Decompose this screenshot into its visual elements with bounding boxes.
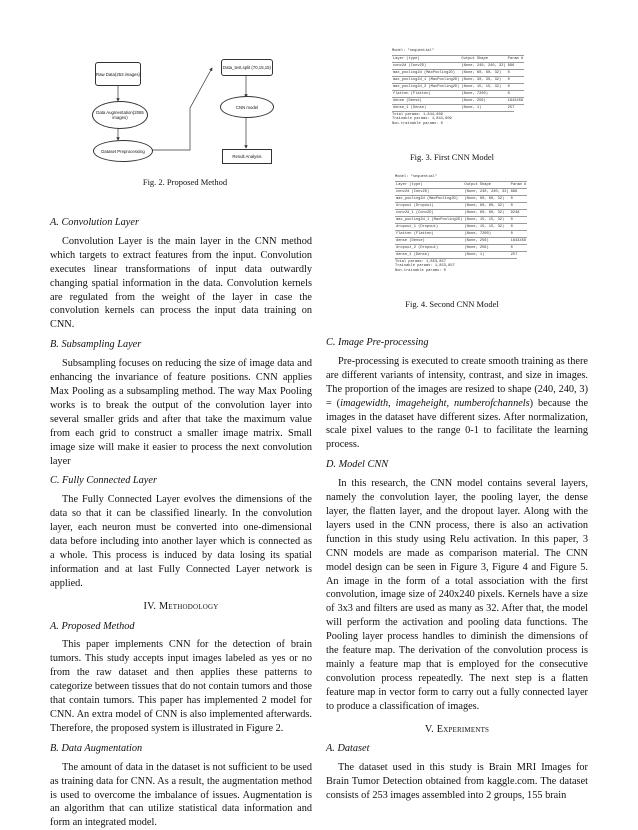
table-cell: (None, 240, 240, 32) [464,190,509,194]
node-split-label: Data_test,split (70,15,15) [222,65,271,70]
figure-4-table [395,181,527,258]
section-title: IV. Methodology [143,600,219,612]
table-cell: dense (Dense) [392,98,460,105]
paragraph: Convolution Layer is the main layer in the CNN method which targets to extract features from the input. Convolution executes linear transformations of input data outwardly changing spatial information in the data. Convolution kernels are regulated from the weight of the layer in case the convolution kernels can process the input data training on CNN. [50,235,312,331]
table-cell: conv2d_1 (Conv2D) [395,210,463,217]
node-data-augmentation [92,101,148,129]
table-cell: 896 [510,189,528,196]
non-trainable-params: Non-trainable params: 0 [395,268,446,273]
table-row [395,238,527,245]
node-data-split [221,59,273,76]
table-cell: (None, 256) [463,238,509,245]
table-cell: (None, 60, 60, 32) [463,196,509,203]
section-heading: A. Convolution Layer [50,217,139,228]
table-cell: (None, 7200) [463,231,509,238]
section-title: V. Experiments [424,723,490,735]
table-cell: 896 [507,63,525,70]
table-cell: 0 [510,203,528,210]
paragraph: The amount of data in the dataset is not sufficient to be used as training data for CNN. As a result, the augmentation method is used to overcome the imbalance of issues. Augmentation is an algorithm that can utilize statistical data information and form an integrated model. [50,761,312,829]
table-header-row [392,56,524,63]
table-cell: dense (Dense) [395,238,463,245]
paragraph [326,355,588,452]
table-cell: 1843456 [507,99,524,103]
table-cell: 1843456 [510,239,527,243]
node-dataset-preprocessing [93,140,153,162]
table-cell: dense_1 (Dense) [395,252,463,259]
table-cell: (None, 60, 60, 32) [463,210,509,217]
table-cell: (None, 256) [463,245,509,252]
non-trainable-params: Non-trainable params: 0 [392,121,443,126]
figure-4-footer [395,258,517,273]
paragraph: The Fully Connected Layer evolves the dimensions of the data so that it can be classified linearly. In the convolution layer, each neuron must be converted into one-dimensional data before including into another layer which is connected as a whole. This process is induced by data losing its spatial information and at last Fully Connected Layer network is applied. [50,494,312,589]
table-header-row [395,182,527,189]
table-cell: (None, 256) [460,98,506,105]
table-row [392,63,524,70]
math-expression: imagewidth, imageheight, numberofchannels [340,397,530,409]
node-result-analysis [222,149,272,164]
table-row [392,70,524,77]
node-cnn-model [220,96,274,118]
left-column [50,210,312,830]
table-cell: 0 [507,70,525,77]
figure-3-footer [392,111,514,126]
table-cell: 0 [507,91,525,98]
header-cell: Output Shape [460,56,506,63]
node-cnn-label: CNN model [235,104,259,110]
arrow-preprocess-to-split [150,68,212,150]
table-cell: 257 [507,105,525,112]
table-cell: max_pooling2d (MaxPooling2D) [392,70,460,77]
section-heading: C. Image Pre-processing [326,337,429,348]
table-cell: 0 [510,231,528,238]
table-cell: 0 [510,217,528,224]
section-heading: B. Subsampling Layer [50,339,142,351]
node-raw-data-label: Raw Data(253 images) [96,71,140,77]
figure-3-table [392,55,524,111]
figure-3-caption: Fig. 3. First CNN Model [409,152,495,162]
figure-2-caption: Fig. 2. Proposed Method [142,177,228,187]
table-row [392,77,524,84]
table-row [395,210,527,217]
header-cell: Layer (type) [395,182,463,189]
table-cell: (None, 15, 15, 32) [463,217,509,224]
table-cell: flatten (Flatten) [392,91,460,98]
table-cell: (None, 60, 60, 32) [460,70,506,77]
figure-3-title: Model: "sequential" [392,49,435,53]
paragraph: In this research, the CNN model contains several layers, namely the convolution layer, the pooling layer, the dense layer, the flatten layer, and the dropout layer. Along with the layers used in the CNN process, there is also an activation function in this study using Relu activation. In this paper, 3 CNN models are made as comparison material. The CNN model design can be seen in Figure 3, Figure 4 and Figure 5. An image in the form of a total association with the first convolution, image size of 240x240 pixels. Kernels have a size of 3x3 and filters are used as many as 32. After that, the model will perform the activation and pooling data functions. The Pooling layer process handles to diminish the dimensions of the feature map. The derivation of the convolution process is mainly a feature map that is employed for the consecutive convolution process repeatedly. The next step is a flatten feature map in vector form to carry out a fully connected layer to produce a classification of images. [326,478,588,712]
table-row [395,231,527,238]
table-cell: (None, 1) [460,105,506,112]
table-cell: conv2d (Conv2D) [392,63,460,70]
figure-4-title: Model: "sequential" [395,175,438,179]
header-cell: Layer (type) [392,56,460,63]
table-cell: dropout_1 (Dropout) [395,224,463,231]
table-row [395,245,527,252]
node-augmentation-label: Data Augmentation(2065 images) [96,110,144,120]
header-cell: Param # [510,183,527,187]
right-column [326,330,588,803]
table-cell: 0 [507,84,525,91]
total-params: Total params: 1,844,609 [392,113,443,117]
table-cell: max_pooling2d_1 (MaxPooling2D) [396,218,463,222]
section-heading: C. Fully Connected Layer [50,475,157,487]
node-result-label: Result Analysis [232,154,262,159]
table-row [392,91,524,98]
table-cell: 0 [510,196,528,203]
table-cell: (None, 240, 240, 32) [461,64,506,68]
table-row [392,84,524,91]
figure-4-caption: Fig. 4. Second CNN Model [405,299,499,309]
table-cell: max_pooling2d_2 (MaxPooling2D) [393,85,460,89]
table-row [395,217,527,224]
table-cell: (None, 15, 15, 32) [460,84,506,91]
table-row [395,224,527,231]
table-cell: (None, 1) [463,252,509,259]
table-cell: (None, 30, 30, 32) [460,77,506,84]
table-cell: dense_1 (Dense) [392,105,460,112]
table-cell: 9248 [510,210,528,217]
table-cell: (None, 15, 15, 32) [463,224,509,231]
total-params: Total params: 1,853,857 [395,260,446,264]
table-row [392,98,524,105]
header-cell: Param # [507,57,524,61]
table-row [395,203,527,210]
paragraph: Subsampling focuses on reducing the size of image data and enhancing the invariance of feature positions. CNN applies Max Pooling as a subsampling method. The way Max Pooling works is to break the output of the convolution layer into several smaller grids and after that take the maximum value from each grid to construct a smaller image matrix. Small image size will make it easier to process the next convolution layer [50,358,312,467]
table-cell: conv2d (Conv2D) [395,189,463,196]
table-cell: dropout (Dropout) [395,203,463,210]
table-cell: 0 [507,77,525,84]
table-cell: 0 [510,224,528,231]
trainable-params: Trainable params: 1,853,857 [395,264,455,269]
header-cell: Output Shape [463,182,509,189]
table-cell: 257 [510,252,528,259]
figure-4-model-summary [395,175,527,273]
node-preprocessing-label: Dataset Preprocessing [101,148,145,154]
table-cell: 0 [510,245,528,252]
trainable-params: Trainable params: 1,844,609 [392,117,452,122]
paragraph: This paper implements CNN for the detection of brain tumors. This study accepts input images labeled as yes or no from the raw dataset and then applies these patterns to categorize between tissues that do not contain tumors and those that contain tumors. This paper has implemented 2 model for CNN. An extra model of CNN is also implemented afterwards. Therefore, the proposed system is illustrated in Figure 2. [50,639,312,734]
text-run: ) because the images in the dataset have different sizes. After normalization, scale pixel values to the range 0-1 to facilitate the learning process. [326,397,589,451]
table-row [395,196,527,203]
paragraph: The dataset used in this study is Brain MRI Images for Brain Tumor Detection obtained from kaggle.com. The dataset consists of 253 images assembled into 2 groups, 155 brain [326,762,588,802]
table-cell: flatten (Flatten) [395,231,463,238]
table-cell: max_pooling2d_1 (MaxPooling2D) [393,78,460,82]
node-raw-data [95,62,141,86]
table-cell: (None, 7200) [460,91,506,98]
section-heading: B. Data Augmentation [50,742,143,754]
text-run: Pre-processing is executed to create smooth training as there are different variants of intensity, contrast, and size in images. The proportion of the images are resized to shape (240, 240, 3) = ( [326,355,588,409]
section-heading: A. Proposed Method [50,620,135,632]
table-cell: (None, 60, 60, 32) [463,203,509,210]
table-cell: dropout_2 (Dropout) [395,245,463,252]
table-row [395,189,527,196]
section-heading: A. Dataset [326,743,370,755]
table-cell: max_pooling2d (MaxPooling2D) [395,196,463,203]
section-heading: D. Model CNN [326,459,389,471]
figure-3-model-summary [392,49,524,126]
